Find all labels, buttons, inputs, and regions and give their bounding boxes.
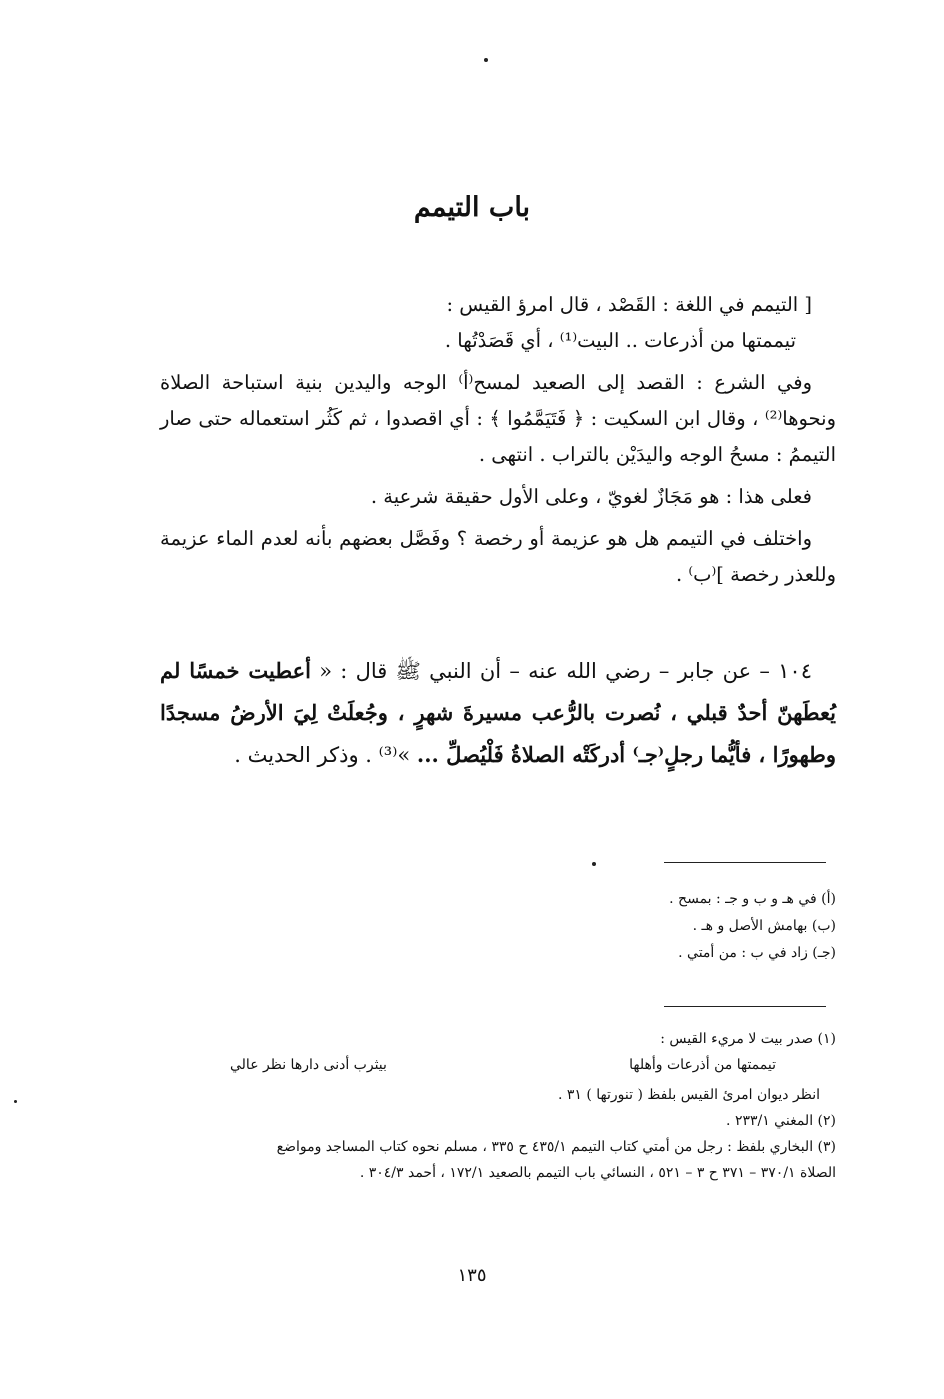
intro-block	[160, 287, 836, 593]
ink-dot	[14, 1100, 17, 1103]
ink-dot	[592, 862, 596, 866]
variant-note: (أ) في هـ و ب و جـ : بمسح .	[669, 891, 836, 907]
hadith-text: أعطيت خمسًا لم يُعطَهنّ أحدٌ قبلي ، نُصرت بالرُّعب مسيرةَ شهرٍ ، وجُعلَتْ لِيَ الأرضُ مسجدًا وطهورًا ، فأيُّما رجلٍ⁽جـ⁾ أدركَتْه الصلاةُ فَلْيُصلِّ ...	[160, 658, 836, 767]
footnote-1-source: انظر ديوان امرئ القيس بلفظ ( تنورتها ) ٣١ .	[557, 1087, 820, 1103]
poem-line	[160, 1052, 836, 1078]
footnote-3-continued: الصلاة ٣٧٠/١ – ٣٧١ ح ٣ – ٥٢١ ، النسائي باب التيمم بالصعيد ١٧٢/١ ، أحمد ٣٠٤/٣ .	[359, 1165, 836, 1181]
hadith-paragraph	[160, 650, 836, 776]
hadith-block	[160, 650, 836, 776]
variant-note: (جـ) زاد في ب : من أمتي .	[678, 945, 836, 961]
footnote-divider	[664, 1006, 826, 1007]
footnote-2: (٢) المغني ٢٣٣/١ .	[726, 1113, 836, 1129]
paragraph-conclusion: فعلى هذا : هو مَجَازٌ لغويّ ، وعلى الأول حقيقة شرعية .	[370, 485, 812, 508]
chapter-title: باب التيمم	[413, 192, 531, 223]
reference-notes	[160, 1026, 836, 1186]
poem-hemistich-right: تيممتها من أذرعات وأهلها	[629, 1057, 776, 1073]
poem-hemistich-left: بيثرب أدنى دارها نظر عالي	[230, 1057, 387, 1073]
footnote-3: (٣) البخاري بلفظ : رجل من أمتي كتاب التيمم ٤٣٥/١ ح ٣٣٥ ، مسلم نحوه كتاب المساجد ومواضع	[276, 1139, 836, 1155]
footnote-divider	[664, 862, 826, 863]
footnote-1: (١) صدر بيت لا مريء القيس :	[660, 1031, 836, 1047]
paragraph-definition: [ التيمم في اللغة : القَصْد ، قال امرؤ القيس :	[446, 293, 812, 316]
variant-note: (ب) بهامش الأصل و هـ .	[692, 918, 836, 934]
paragraph-verse: تيممتها من أذرعات .. البيت⁽¹⁾ ، أي قَصَدْتُها .	[444, 329, 796, 352]
paragraph-dispute: واختلف في التيمم هل هو عزيمة أو رخصة ؟ وفَصَّل بعضهم بأنه لعدم الماء عزيمة وللعذر رخصة ]⁽ب⁾ .	[160, 527, 836, 586]
hadith-intro: ١٠٤ – عن جابر – رضي الله عنه – أن النبي ﷺ قال : «	[319, 659, 812, 683]
paragraph-sharia: وفي الشرع : القصد إلى الصعيد لمسح⁽أ⁾ الوجه واليدين بنية استباحة الصلاة ونحوها⁽²⁾ ، وقال ابن السكيت : ﴿ فَتَيَمَّمُوا ﴾ : أي اقصدوا ، ثم كَثُر استعماله حتى صار التيممُ : مسحُ الوجه واليدَيْن بالتراب . انتهى .	[160, 371, 836, 466]
hadith-outro: »⁽³⁾ . وذكر الحديث .	[234, 743, 411, 767]
page-number: ١٣٥	[457, 1265, 487, 1286]
ink-dot	[484, 58, 488, 62]
variant-notes	[160, 886, 836, 967]
